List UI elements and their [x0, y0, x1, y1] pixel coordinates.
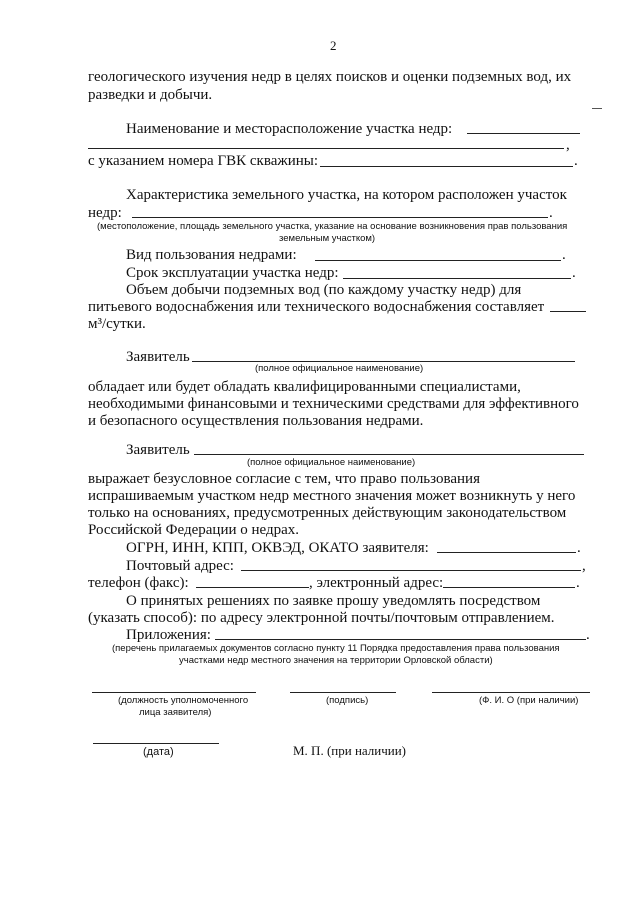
volume-field[interactable]: [550, 311, 586, 312]
attach-hint-1: (перечень прилагаемых документов согласно пункту 11 Порядка предоставления права пользования: [112, 643, 560, 654]
intro-line-1: геологического изучения недр в целях поисков и оценки подземных вод, их: [88, 69, 572, 85]
site-name-comma: ,: [566, 137, 570, 153]
land-hint-2: земельным участком): [279, 233, 376, 244]
fio-field[interactable]: [432, 692, 590, 693]
notify-line-2: (указать способ): по адресу электронной почты/почтовым отправлением.: [88, 610, 555, 626]
page-number: 2: [330, 38, 337, 53]
applicant-1-text-2: необходимыми финансовыми и техническими средствами для эффективного: [88, 396, 579, 412]
position-field[interactable]: [92, 692, 256, 693]
email-end: .: [576, 575, 580, 591]
ogrn-end: .: [577, 540, 581, 556]
attach-label: Приложения:: [126, 627, 211, 643]
applicant-2-text-2: испрашиваемым участком недр местного значения может возникнуть у него: [88, 488, 576, 504]
position-hint-2: лица заявителя): [139, 707, 212, 718]
applicant-2-hint: (полное официальное наименование): [247, 457, 416, 468]
applicant-2-label: Заявитель: [126, 442, 190, 458]
land-line-1: Характеристика земельного участка, на котором расположен участок: [126, 187, 567, 203]
notify-line-1: О принятых решениях по заявке прошу уведомлять посредством: [126, 593, 541, 609]
attach-field[interactable]: [215, 639, 586, 640]
postal-end: ,: [582, 558, 586, 574]
land-end: .: [549, 205, 553, 221]
stamp-label: М. П. (при наличии): [293, 743, 407, 758]
land-line-2: недр:: [88, 205, 122, 221]
use-type-end: .: [562, 247, 566, 263]
ogrn-field[interactable]: [437, 552, 576, 553]
applicant-1-text-1: обладает или будет обладать квалифицированными специалистами,: [88, 379, 521, 395]
attach-hint-2: участками недр местного значения на территории Орловской области): [179, 655, 493, 666]
site-name-label: Наименование и месторасположение участка недр:: [126, 121, 453, 137]
ogrn-label: ОГРН, ИНН, КПП, ОКВЭД, ОКАТО заявителя:: [126, 540, 429, 556]
signature-field[interactable]: [290, 692, 396, 693]
volume-line-1: Объем добычи подземных вод (по каждому участку недр) для: [126, 282, 522, 298]
signature-hint: (подпись): [326, 695, 369, 706]
use-type-field[interactable]: [315, 260, 561, 261]
applicant-1-hint: (полное официальное наименование): [255, 363, 424, 374]
phone-field[interactable]: [196, 587, 309, 588]
use-type-label: Вид пользования недрами:: [126, 247, 297, 263]
date-hint: (дата): [143, 746, 174, 758]
land-field[interactable]: [132, 217, 548, 218]
applicant-2-field[interactable]: [194, 454, 584, 455]
applicant-1-text-3: и безопасного осуществления пользования недрами.: [88, 413, 424, 429]
applicant-1-field[interactable]: [192, 361, 575, 362]
applicant-2-text-1: выражает безусловное согласие с тем, что право пользования: [88, 471, 480, 487]
gvk-label: с указанием номера ГВК скважины:: [88, 153, 319, 169]
postal-label: Почтовый адрес:: [126, 558, 234, 574]
attach-end: .: [586, 627, 590, 643]
applicant-1-label: Заявитель: [126, 349, 190, 365]
email-label: , электронный адрес:: [309, 575, 444, 591]
site-name-field-2[interactable]: [88, 148, 564, 149]
position-hint-1: (должность уполномоченного: [118, 695, 249, 706]
date-field[interactable]: [93, 743, 219, 744]
site-name-field-1[interactable]: [467, 133, 580, 134]
applicant-2-text-3: только на основаниях, предусмотренных действующим законодательством: [88, 505, 567, 521]
volume-line-2: питьевого водоснабжения или технического водоснабжения составляет: [88, 299, 545, 315]
intro-line-2: разведки и добычи.: [88, 87, 213, 103]
volume-line-3: м³/сутки.: [88, 316, 146, 332]
gvk-end: .: [574, 153, 578, 169]
scan-mark: [592, 108, 602, 109]
term-end: .: [572, 265, 576, 281]
term-label: Срок эксплуатации участка недр:: [126, 265, 339, 281]
postal-field[interactable]: [241, 570, 581, 571]
email-field[interactable]: [443, 587, 575, 588]
fio-hint: (Ф. И. О (при наличии): [479, 695, 579, 706]
term-field[interactable]: [343, 278, 571, 279]
gvk-field[interactable]: [320, 166, 573, 167]
applicant-2-text-4: Российской Федерации о недрах.: [88, 522, 300, 538]
land-hint-1: (местоположение, площадь земельного участка, указание на основание возникновения прав пользования: [97, 221, 568, 232]
phone-label: телефон (факс):: [88, 575, 189, 591]
